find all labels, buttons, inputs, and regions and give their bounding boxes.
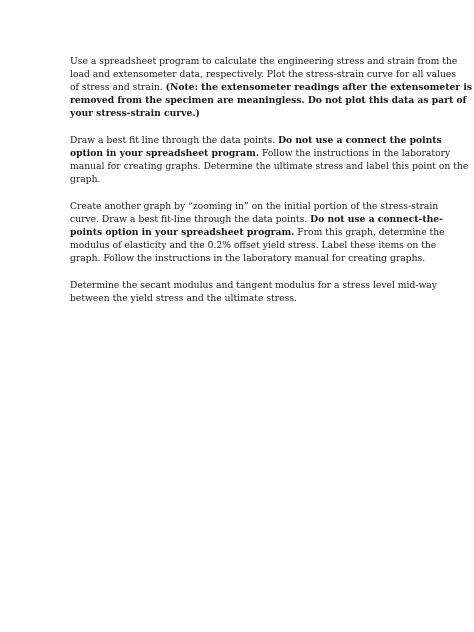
text-line [70,94,467,107]
text-segment: graph. Follow the instructions in the laboratory manual for creating graphs. [70,253,426,264]
text-line [70,239,437,252]
paragraph-stress-strain-plot [70,55,472,120]
text-line [70,107,422,120]
emphasis-text: Do not use a connect the points [278,135,442,146]
text-segment: modulus of elasticity and the 0.2% offset yield stress. Label these items on the [70,240,437,251]
text-line [70,68,457,81]
text-segment: between the yield stress and the ultimate stress. [70,293,297,304]
document-body [70,55,472,319]
text-segment: graph. [70,174,101,185]
text-line [70,147,451,160]
paragraph-secant-tangent [70,279,437,305]
text-line [70,292,422,305]
text-segment: manual for creating graphs. Determine the ultimate stress and label this point on the [70,161,469,172]
text-segment: Create another graph by “zooming in” on the initial portion of the stress-strain [70,201,439,212]
note-text: removed from the specimen are meaningless. Do not plot this data as part of [70,95,467,106]
emphasis-text: option in your spreadsheet program. [70,148,260,159]
text-line [70,173,422,186]
paragraph-best-fit-line [70,134,469,186]
text-line [70,252,426,265]
text-segment: load and extensometer data, respectively. Plot the stress-strain curve for all values [70,69,457,80]
text-line [70,81,472,94]
text-line [70,134,442,147]
text-line [70,226,445,239]
text-segment: Follow the instructions in the laboratory [259,148,451,159]
emphasis-text: points option in your spreadsheet program. [70,227,295,238]
text-segment: Use a spreadsheet program to calculate the engineering stress and strain from the [70,56,458,67]
text-line [70,279,437,292]
text-line [70,160,469,173]
paragraph-zoom-graph [70,200,445,265]
text-segment: Determine the secant modulus and tangent modulus for a stress level mid-way [70,280,437,291]
text-line [70,55,458,68]
text-segment: From this graph, determine the [294,227,445,238]
text-segment: curve. Draw a best fit-line through the data points. [70,214,311,225]
text-line [70,213,443,226]
text-segment: of stress and strain. [70,82,166,93]
text-segment: Draw a best fit line through the data points. [70,135,279,146]
text-line [70,200,439,213]
note-text: (Note: the extensometer readings after the extensometer is [165,82,472,93]
note-text: your stress-strain curve.) [70,108,200,119]
emphasis-text: Do not use a connect-the- [310,214,443,225]
